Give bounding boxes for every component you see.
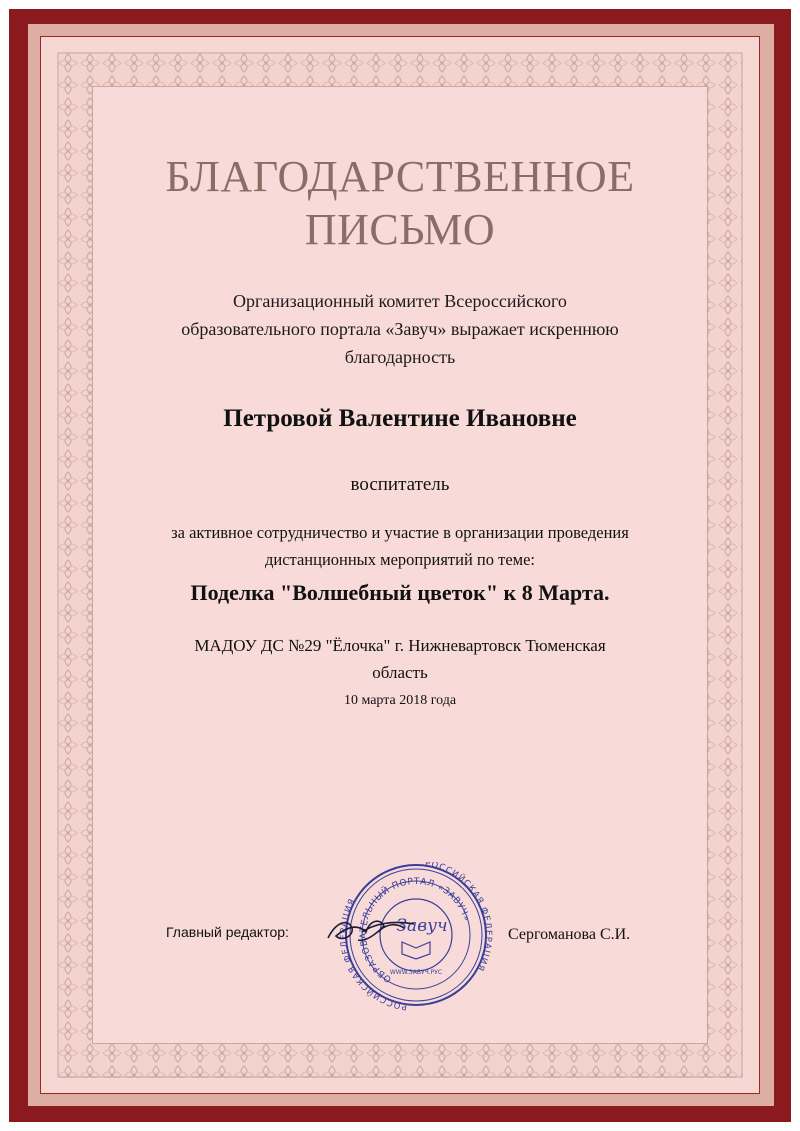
reason-text	[130, 519, 670, 573]
intro-line-3: благодарность	[344, 347, 456, 367]
recipient-position: воспитатель	[350, 474, 450, 495]
book-icon	[402, 942, 430, 959]
issue-date: 10 марта 2018 года	[343, 693, 457, 708]
event-topic: Поделка "Волшебный цветок" к 8 Марта.	[190, 580, 610, 605]
intro-line-1: Организационный комитет Всероссийского	[233, 291, 567, 311]
reason-line-2: дистанционных мероприятий по теме:	[265, 550, 535, 569]
title-line-2: ПИСЬМО	[304, 205, 496, 254]
stamp-outer-text: РОССИЙСКАЯ ФЕДЕРАЦИЯ	[338, 896, 408, 1012]
stamp-site-text: WWW.ЗАВУЧ.РУС	[389, 969, 443, 976]
intro-text	[130, 287, 670, 371]
editor-name: Сергоманова С.И.	[508, 926, 631, 943]
organization-line-1: МАДОУ ДС №29 "Ёлочка" г. Нижневартовск Тюменская	[194, 636, 606, 655]
official-stamp	[318, 862, 494, 1012]
stamp-inner-text: ОБРАЗОВАТЕЛЬНЫЙ ПОРТАЛ «ЗАВУЧ»	[358, 876, 472, 984]
stamp-center-text: Завуч	[396, 916, 448, 936]
editor-label: Главный редактор:	[166, 924, 289, 940]
intro-line-2: образовательного портала «Завуч» выражает искреннюю	[181, 319, 619, 339]
title-line-1: БЛАГОДАРСТВЕННОЕ	[165, 152, 635, 201]
organization-line-2: область	[372, 663, 428, 682]
reason-line-1: за активное сотрудничество и участие в организации проведения	[171, 523, 629, 542]
recipient-name: Петровой Валентине Ивановне	[223, 405, 577, 432]
stamp-outer-text-2: РОССИЙСКАЯ ФЕДЕРАЦИЯ	[424, 862, 494, 973]
organization	[140, 632, 660, 686]
certificate-title	[100, 150, 700, 256]
